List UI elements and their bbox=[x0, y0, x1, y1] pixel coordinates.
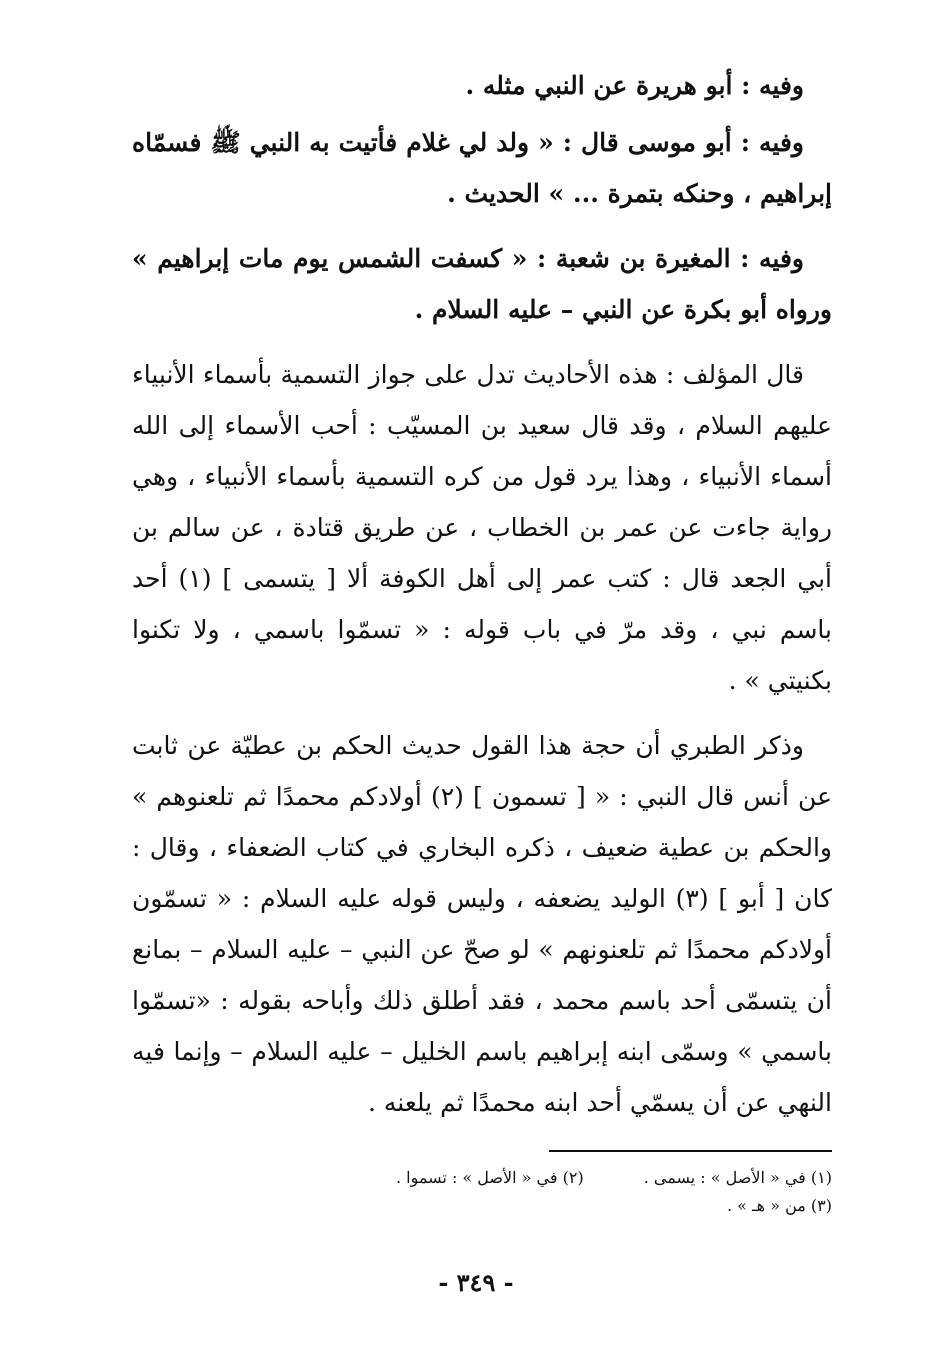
paragraph-3: وفيه : المغيرة بن شعبة : « كسفت الشمس يوم مات إبراهيم » ورواه أبو بكرة عن النبي – عليه السلام . bbox=[132, 244, 832, 324]
footnote-divider bbox=[549, 1150, 832, 1152]
footnote-row-2 bbox=[132, 1192, 832, 1220]
footnote-1: (١) في « الأصل » : يسمى . bbox=[643, 1168, 832, 1187]
paragraph-2: وفيه : أبو موسى قال : « ولد لي غلام فأتيت به النبي ﷺ فسمّاه إبراهيم ، وحنكه بتمرة ... » الحديث . bbox=[132, 128, 832, 208]
paragraph-5: وذكر الطبري أن حجة هذا القول حديث الحكم بن عطيّة عن ثابت عن أنس قال النبي : « [ تسمون ] (٢) أولادكم محمدًا ثم تلعنوهم » والحكم بن عطية ضعيف ، ذكره البخاري في كتاب الضعفاء ، وقال : كان [ أبو ] (٣) الوليد يضعفه ، وليس قوله عليه السلام : « تسمّون أولادكم محمدًا ثم تلعنونهم » لو صحّ عن النبي – عليه السلام – بمانع أن يتسمّى أحد باسم محمد ، فقد أطلق ذلك وأباحه بقوله : «تسمّوا باسمي » وسمّى ابنه إبراهيم باسم الخليل – عليه السلام – وإنما فيه النهي عن أن يسمّي أحد ابنه محمدًا ثم يلعنه . bbox=[132, 731, 832, 1117]
footnote-row-1 bbox=[132, 1164, 832, 1192]
footnote-2: (٢) في « الأصل » : تسموا . bbox=[396, 1168, 584, 1187]
paragraph-1: وفيه : أبو هريرة عن النبي مثله . bbox=[465, 71, 804, 100]
page-body bbox=[132, 60, 832, 1220]
paragraph-4: قال المؤلف : هذه الأحاديث تدل على جواز التسمية بأسماء الأنبياء عليهم السلام ، وقد قال سعيد بن المسيّب : أحب الأسماء إلى الله أسماء الأنبياء ، وهذا يرد قول من كره التسمية بأسماء الأنبياء ، وهي رواية جاءت عن عمر بن الخطاب ، عن طريق قتادة ، عن سالم بن أبي الجعد قال : كتب عمر إلى أهل الكوفة ألا [ يتسمى ] (١) أحد باسم نبي ، وقد مرّ في باب قوله : « تسمّوا باسمي ، ولا تكنوا بكنيتي » . bbox=[132, 360, 833, 695]
footnote-3: (٣) من « هـ » . bbox=[726, 1196, 832, 1215]
page-number: - ٣٤٩ - bbox=[438, 1268, 514, 1297]
footnotes bbox=[132, 1164, 832, 1220]
